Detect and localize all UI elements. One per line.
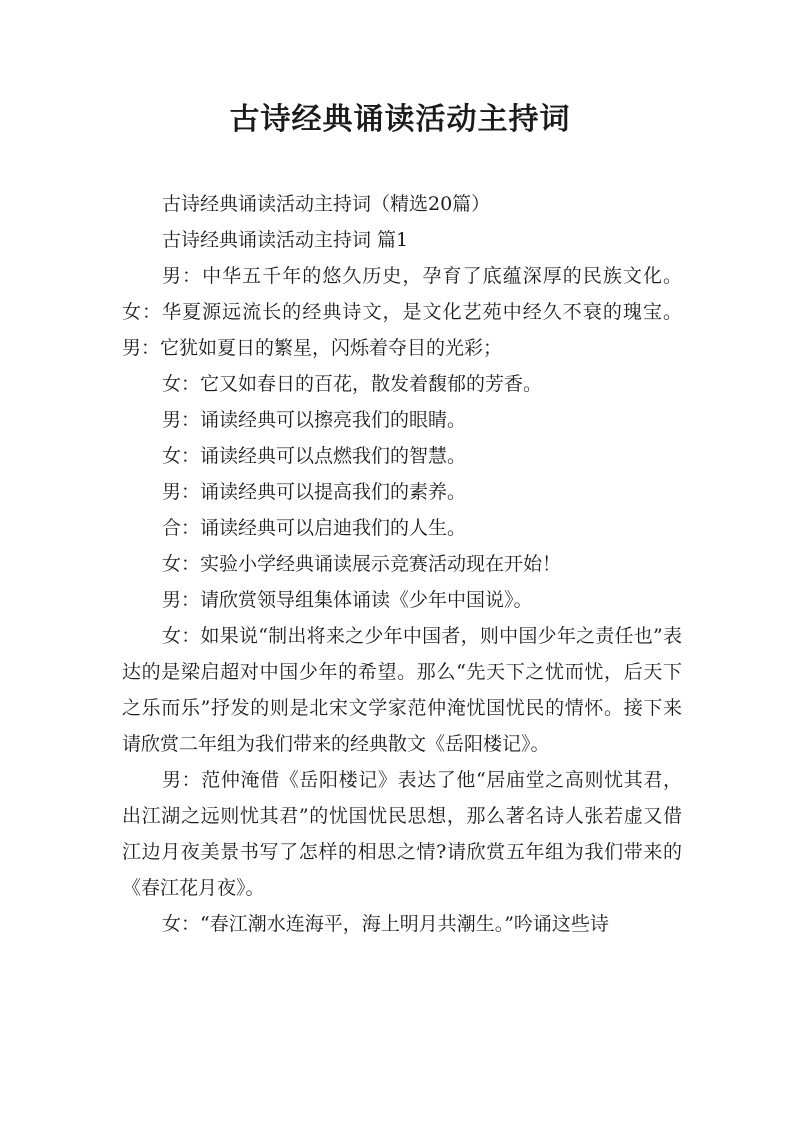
- paragraph: 女：它又如春日的百花，散发着馥郁的芳香。: [162, 373, 543, 395]
- paragraph: 女：诵读经典可以点燃我们的智慧。: [162, 445, 467, 467]
- paragraph: 女：如果说“制出将来之少年中国者，则中国少年之责任也”表达的是梁启超对中国少年的希望。那么“先天下之忧而忧，后天下之乐而乐”抒发的则是北宋文学家范仲淹忧国忧民的情怀。接下来请欣赏二年组为我们带来的经典散文《岳阳楼记》。: [122, 625, 682, 755]
- paragraph: 女：实验小学经典诵读展示竞赛活动现在开始！: [162, 553, 562, 575]
- paragraph: 男：诵读经典可以擦亮我们的眼睛。: [162, 409, 467, 431]
- paragraph: 男：中华五千年的悠久历史，孕育了底蕴深厚的民族文化。 女：华夏源远流长的经典诗文，是文化艺苑中经久不衰的瑰宝。 男：它犹如夏日的繁星，闪烁着夺目的光彩；: [122, 265, 682, 359]
- document-title: 古诗经典诵读活动主持词: [229, 102, 571, 137]
- subtitle-line: 古诗经典诵读活动主持词（精选20篇）: [162, 193, 491, 215]
- section-heading: 古诗经典诵读活动主持词 篇1: [162, 229, 409, 251]
- paragraph: 女：“春江潮水连海平，海上明月共潮生。”吟诵这些诗: [162, 913, 609, 935]
- document-body: [122, 186, 682, 942]
- paragraph: 男：范仲淹借《岳阳楼记》表达了他“居庙堂之高则忧其君，出江湖之远则忧其君”的忧国忧民思想，那么著名诗人张若虚又借江边月夜美景书写了怎样的相思之情?请欣赏五年组为我们带来的《春江花月夜》。: [122, 769, 682, 899]
- paragraph: 男：诵读经典可以提高我们的素养。: [162, 481, 467, 503]
- paragraph: 男：请欣赏领导组集体诵读《少年中国说》。: [162, 589, 533, 611]
- paragraph: 合：诵读经典可以启迪我们的人生。: [162, 517, 467, 539]
